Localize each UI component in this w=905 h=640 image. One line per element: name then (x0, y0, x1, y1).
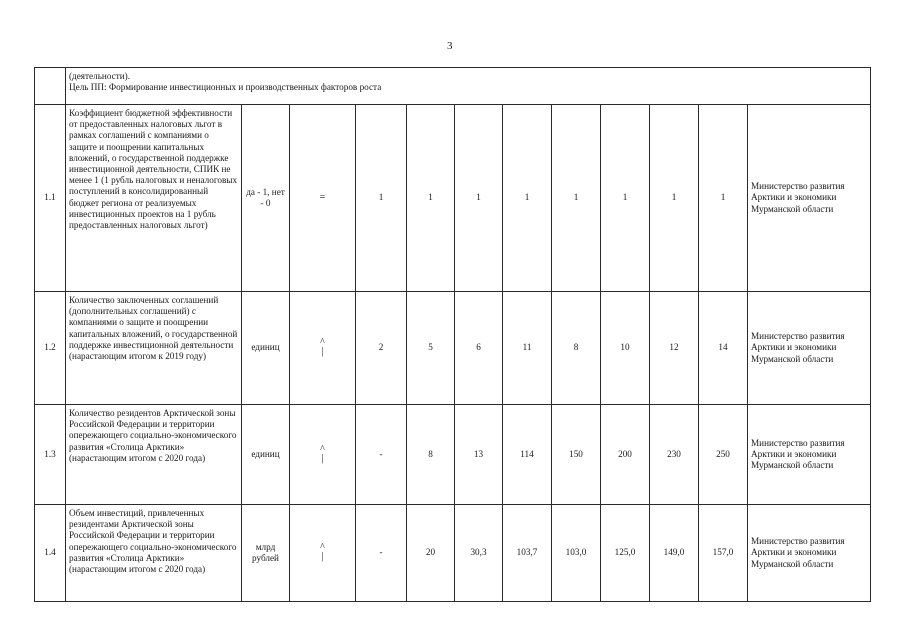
value-cell: 157,0 (699, 505, 748, 602)
value-cell: 103,7 (503, 505, 552, 602)
value-cell: 2 (356, 292, 407, 405)
value-cell: 1 (503, 105, 552, 292)
responsible-cell: Министерство развития Арктики и экономики Мурманской области (748, 292, 871, 405)
trend-cell (290, 292, 356, 405)
value-cell: 125,0 (601, 505, 650, 602)
row-number: 1.2 (35, 292, 66, 405)
trend-top: ^ (320, 542, 325, 554)
table-row (35, 405, 871, 505)
value-cell: 250 (699, 405, 748, 505)
indicator-name: Объем инвестиций, привлеченных резидентами Арктической зоны Российской Федерации и территории опережающего социально-экономического развития «Столица Арктики» (нарастающим итогом с 2020 года) (66, 505, 242, 602)
value-cell: 1 (650, 105, 699, 292)
value-cell: 1 (407, 105, 455, 292)
goal-text: Цель ПП: Формирование инвестиционных и производственных факторов роста (69, 82, 382, 93)
unit-cell: единиц (242, 405, 290, 505)
value-cell: - (356, 405, 407, 505)
table-row (35, 105, 871, 292)
trend-cell (290, 505, 356, 602)
value-cell: 1 (455, 105, 503, 292)
indicator-name: Количество заключенных соглашений (дополнительных соглашений) с компаниями о защите и поощрении капитальных вложений, о государственной поддержке инвестиционной деятельности (нарастающим итогом к 2019 году) (66, 292, 242, 405)
value-cell: 1 (699, 105, 748, 292)
goal-cell (66, 68, 871, 105)
unit-cell: млрд рублей (242, 505, 290, 602)
value-cell: 8 (552, 292, 601, 405)
goal-num-cell (35, 68, 66, 105)
trend-icon (320, 338, 325, 356)
value-cell: 8 (407, 405, 455, 505)
value-cell: 200 (601, 405, 650, 505)
value-cell: 6 (455, 292, 503, 405)
value-cell: 11 (503, 292, 552, 405)
trend-icon (320, 193, 326, 202)
value-cell: 13 (455, 405, 503, 505)
responsible-cell: Министерство развития Арктики и экономики Мурманской области (748, 405, 871, 505)
value-cell: 103,0 (552, 505, 601, 602)
value-cell: 1 (552, 105, 601, 292)
trend-cell (290, 405, 356, 505)
trend-top: ^ (320, 337, 325, 349)
value-cell: 12 (650, 292, 699, 405)
value-cell: 30,3 (455, 505, 503, 602)
value-cell: 1 (356, 105, 407, 292)
value-cell: 1 (601, 105, 650, 292)
value-cell: 150 (552, 405, 601, 505)
page-number: 3 (447, 40, 453, 52)
value-cell: - (356, 505, 407, 602)
indicators-table (34, 67, 871, 602)
value-cell: 14 (699, 292, 748, 405)
value-cell: 149,0 (650, 505, 699, 602)
value-cell: 114 (503, 405, 552, 505)
value-cell: 20 (407, 505, 455, 602)
trend-cell (290, 105, 356, 292)
indicator-name: Коэффициент бюджетной эффективности от предоставленных налоговых льгот в рамках соглашений с компаниями о защите и поощрении капитальных вложений, о государственной поддержке инвестиционной деятельности, СПИК не менее 1 (1 рубль налоговых и неналоговых поступлений в консолидированный бюджет региона от реализуемых инвестиционных проектов на 1 рубль предоставленных налоговых льгот) (66, 105, 242, 292)
table-row (35, 505, 871, 602)
responsible-cell: Министерство развития Арктики и экономики Мурманской области (748, 105, 871, 292)
trend-icon (320, 543, 325, 561)
trend-top: = (319, 192, 326, 204)
value-cell: 230 (650, 405, 699, 505)
trend-bottom: | (321, 452, 324, 464)
goal-continuation: (деятельности). (69, 71, 131, 81)
value-cell: 5 (407, 292, 455, 405)
value-cell: 10 (601, 292, 650, 405)
indicator-name: Количество резидентов Арктической зоны Российской Федерации и территории опережающего социально-экономического развития «Столица Арктики» (нарастающим итогом с 2020 года) (66, 405, 242, 505)
row-number: 1.3 (35, 405, 66, 505)
unit-cell: да - 1, нет - 0 (242, 105, 290, 292)
trend-top: ^ (320, 443, 325, 455)
unit-cell: единиц (242, 292, 290, 405)
trend-icon (320, 445, 325, 463)
trend-bottom: | (321, 346, 324, 358)
goal-row (35, 68, 871, 105)
trend-bottom: | (321, 551, 324, 563)
responsible-cell: Министерство развития Арктики и экономики Мурманской области (748, 505, 871, 602)
table-row (35, 292, 871, 405)
row-number: 1.4 (35, 505, 66, 602)
row-number: 1.1 (35, 105, 66, 292)
